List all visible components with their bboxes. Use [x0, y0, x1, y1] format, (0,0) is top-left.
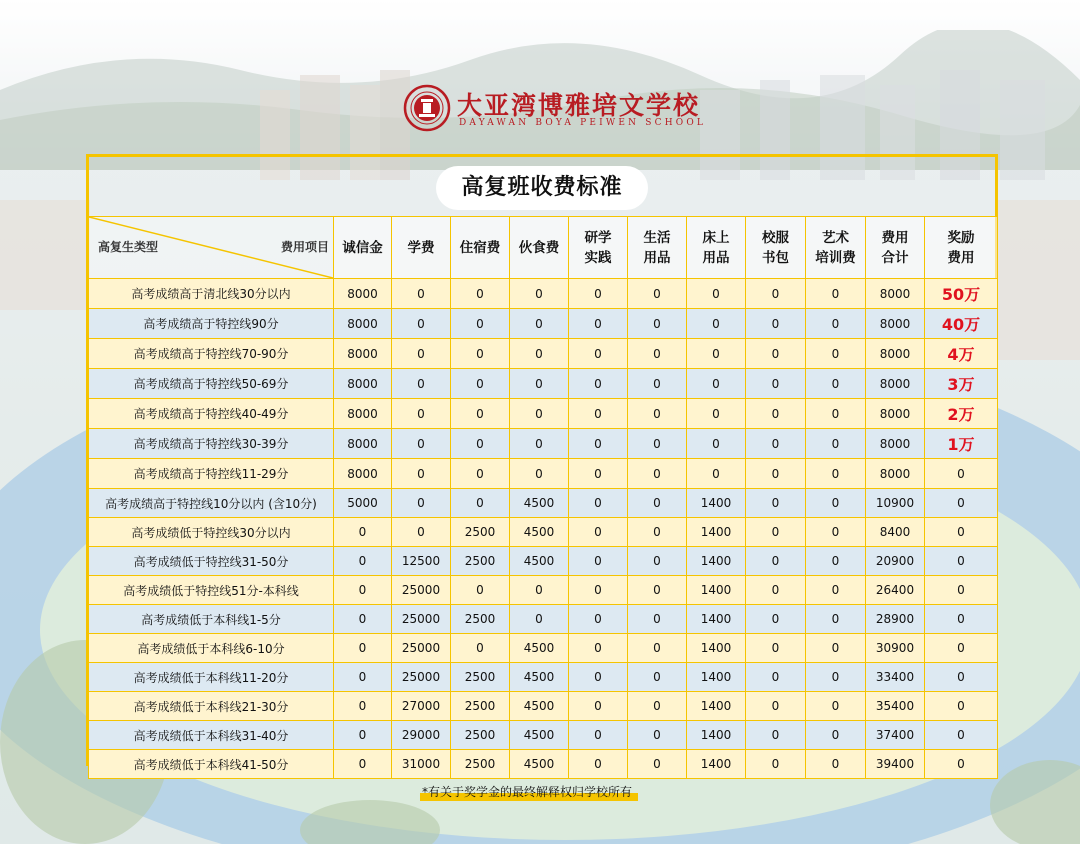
- table-row: [89, 750, 998, 779]
- fee-cell: 8000: [866, 309, 925, 339]
- column-header-label: 费用项目: [280, 240, 329, 254]
- fee-cell: 0: [746, 369, 806, 399]
- fee-cell: 0: [451, 369, 510, 399]
- fee-cell: 0: [746, 547, 806, 576]
- fee-cell: 8000: [866, 279, 925, 309]
- fee-cell: 8000: [866, 339, 925, 369]
- fee-cell: 0: [806, 634, 866, 663]
- fee-cell: 0: [687, 309, 746, 339]
- fee-cell: 0: [806, 605, 866, 634]
- fee-cell: 2500: [451, 721, 510, 750]
- fee-cell: 8000: [334, 339, 392, 369]
- fee-cell: 0: [746, 721, 806, 750]
- fee-cell: 0: [392, 339, 451, 369]
- column-header: 费用 合计: [866, 217, 925, 279]
- fee-cell: 2500: [451, 692, 510, 721]
- fee-cell: 1400: [687, 547, 746, 576]
- fee-cell: 1400: [687, 576, 746, 605]
- student-type-cell: 高考成绩低于本科线31-40分: [89, 721, 334, 750]
- fee-cell: 37400: [866, 721, 925, 750]
- fee-cell: 0: [746, 309, 806, 339]
- fee-cell: 31000: [392, 750, 451, 779]
- fee-cell: 8000: [334, 399, 392, 429]
- page-title: 高复班收费标准: [436, 166, 648, 210]
- table-row: [89, 721, 998, 750]
- fee-cell: 0: [392, 429, 451, 459]
- fee-cell: 1400: [687, 605, 746, 634]
- fee-cell: 0: [510, 279, 569, 309]
- fee-cell: 0: [334, 721, 392, 750]
- school-logo: [403, 82, 707, 136]
- fee-cell: 0: [746, 663, 806, 692]
- reward-cell: 0: [925, 634, 998, 663]
- fee-cell: 0: [806, 369, 866, 399]
- table-row: [89, 279, 998, 309]
- fee-cell: 0: [628, 518, 687, 547]
- column-header: 研学 实践: [569, 217, 628, 279]
- fee-cell: 0: [628, 576, 687, 605]
- reward-cell: 0: [925, 459, 998, 489]
- fee-cell: 0: [806, 750, 866, 779]
- student-type-cell: 高考成绩高于特控线90分: [89, 309, 334, 339]
- school-name-cn: 大亚湾博雅培文学校: [457, 91, 701, 120]
- fee-cell: 0: [746, 339, 806, 369]
- fee-cell: 0: [806, 399, 866, 429]
- fee-cell: 0: [569, 750, 628, 779]
- fee-cell: 0: [746, 489, 806, 518]
- fee-cell: 0: [569, 576, 628, 605]
- fee-cell: 0: [510, 459, 569, 489]
- fee-cell: 0: [746, 605, 806, 634]
- table-row: [89, 605, 998, 634]
- fee-cell: 12500: [392, 547, 451, 576]
- fee-cell: 1400: [687, 489, 746, 518]
- fee-cell: 0: [687, 339, 746, 369]
- fee-cell: 0: [334, 692, 392, 721]
- fee-cell: 27000: [392, 692, 451, 721]
- fee-cell: 0: [334, 663, 392, 692]
- fee-cell: 4500: [510, 721, 569, 750]
- fee-cell: 0: [510, 576, 569, 605]
- student-type-cell: 高考成绩高于特控线40-49分: [89, 399, 334, 429]
- table-row: [89, 634, 998, 663]
- fee-cell: 0: [392, 489, 451, 518]
- fee-cell: 0: [806, 663, 866, 692]
- column-header: 学费: [392, 217, 451, 279]
- fee-cell: 0: [628, 279, 687, 309]
- fee-cell: 8000: [334, 369, 392, 399]
- fee-cell: 0: [746, 692, 806, 721]
- fee-cell: 25000: [392, 605, 451, 634]
- fee-cell: 39400: [866, 750, 925, 779]
- fee-cell: 0: [510, 309, 569, 339]
- fee-cell: 1400: [687, 634, 746, 663]
- table-row: [89, 399, 998, 429]
- row-header-label: 高复生类型: [98, 240, 159, 254]
- fee-cell: 0: [746, 279, 806, 309]
- table-row: [89, 369, 998, 399]
- fee-cell: 29000: [392, 721, 451, 750]
- reward-cell: 0: [925, 750, 998, 779]
- fee-cell: 0: [392, 399, 451, 429]
- student-type-cell: 高考成绩高于特控线11-29分: [89, 459, 334, 489]
- fee-cell: 0: [628, 634, 687, 663]
- fee-cell: 0: [628, 459, 687, 489]
- student-type-cell: 高考成绩低于本科线41-50分: [89, 750, 334, 779]
- fee-cell: 0: [746, 518, 806, 547]
- fee-cell: 0: [451, 399, 510, 429]
- reward-cell: 1万: [925, 429, 998, 459]
- fee-cell: 0: [569, 369, 628, 399]
- fee-cell: 0: [628, 721, 687, 750]
- student-type-cell: 高考成绩低于特控线51分-本科线: [89, 576, 334, 605]
- fee-cell: 0: [746, 399, 806, 429]
- fee-cell: 8000: [866, 369, 925, 399]
- fee-cell: 4500: [510, 547, 569, 576]
- fee-cell: 0: [569, 279, 628, 309]
- fee-cell: 4500: [510, 663, 569, 692]
- fee-cell: 0: [806, 459, 866, 489]
- fee-cell: 0: [687, 429, 746, 459]
- reward-cell: 0: [925, 576, 998, 605]
- fee-cell: 4500: [510, 634, 569, 663]
- student-type-cell: 高考成绩高于特控线30-39分: [89, 429, 334, 459]
- fee-cell: 0: [392, 518, 451, 547]
- reward-cell: 0: [925, 692, 998, 721]
- fee-cell: 0: [510, 369, 569, 399]
- fee-cell: 25000: [392, 634, 451, 663]
- fee-cell: 0: [628, 663, 687, 692]
- fee-cell: 0: [451, 429, 510, 459]
- fee-cell: 0: [806, 279, 866, 309]
- reward-cell: 0: [925, 518, 998, 547]
- fee-cell: 8000: [334, 429, 392, 459]
- table-row: [89, 692, 998, 721]
- school-name-en: DAYAWAN BOYA PEIWEN SCHOOL: [459, 118, 707, 128]
- student-type-cell: 高考成绩高于特控线10分以内 (含10分): [89, 489, 334, 518]
- column-header: 生活 用品: [628, 217, 687, 279]
- fee-cell: 0: [334, 518, 392, 547]
- fee-cell: 25000: [392, 576, 451, 605]
- fee-cell: 0: [392, 369, 451, 399]
- fee-cell: 0: [510, 429, 569, 459]
- fee-cell: 0: [687, 459, 746, 489]
- column-header: 住宿费: [451, 217, 510, 279]
- column-header: 奖励 费用: [925, 217, 998, 279]
- fee-cell: 0: [451, 489, 510, 518]
- fee-cell: 1400: [687, 518, 746, 547]
- fee-cell: 0: [628, 750, 687, 779]
- student-type-cell: 高考成绩低于特控线30分以内: [89, 518, 334, 547]
- fee-cell: 0: [806, 692, 866, 721]
- fee-cell: 0: [451, 634, 510, 663]
- fee-cell: 0: [569, 634, 628, 663]
- fee-cell: 0: [569, 459, 628, 489]
- fee-cell: 0: [806, 518, 866, 547]
- footnote: *有关于奖学金的最终解释权归学校所有: [420, 783, 638, 801]
- fee-cell: 8000: [866, 399, 925, 429]
- fee-cell: 8000: [334, 279, 392, 309]
- fee-cell: 0: [569, 339, 628, 369]
- table-row: [89, 339, 998, 369]
- fee-cell: 0: [687, 399, 746, 429]
- fee-cell: 2500: [451, 663, 510, 692]
- fee-cell: 4500: [510, 518, 569, 547]
- fee-cell: 8000: [334, 459, 392, 489]
- column-header: 伙食费: [510, 217, 569, 279]
- fee-cell: 2500: [451, 750, 510, 779]
- fee-cell: 0: [569, 721, 628, 750]
- fee-cell: 0: [687, 369, 746, 399]
- student-type-cell: 高考成绩高于特控线70-90分: [89, 339, 334, 369]
- fee-cell: 0: [746, 429, 806, 459]
- fee-cell: 0: [806, 429, 866, 459]
- table-row: [89, 547, 998, 576]
- fee-cell: 0: [392, 309, 451, 339]
- fee-cell: 0: [628, 605, 687, 634]
- fee-cell: 0: [628, 339, 687, 369]
- table-row: [89, 429, 998, 459]
- fee-cell: 0: [628, 399, 687, 429]
- table-row: [89, 309, 998, 339]
- reward-cell: 40万: [925, 309, 998, 339]
- fee-cell: 0: [510, 605, 569, 634]
- fee-cell: 0: [451, 576, 510, 605]
- fee-cell: 0: [569, 518, 628, 547]
- fee-cell: 0: [569, 429, 628, 459]
- reward-cell: 0: [925, 489, 998, 518]
- fee-cell: 0: [451, 339, 510, 369]
- fee-cell: 8000: [866, 429, 925, 459]
- fee-cell: 0: [569, 692, 628, 721]
- reward-cell: 3万: [925, 369, 998, 399]
- fee-cell: 0: [569, 399, 628, 429]
- fee-cell: 1400: [687, 750, 746, 779]
- fee-cell: 0: [806, 489, 866, 518]
- fee-cell: 0: [746, 634, 806, 663]
- fee-cell: 0: [569, 663, 628, 692]
- fee-cell: 0: [334, 605, 392, 634]
- reward-cell: 2万: [925, 399, 998, 429]
- fee-cell: 0: [746, 750, 806, 779]
- fee-cell: 33400: [866, 663, 925, 692]
- fee-cell: 2500: [451, 547, 510, 576]
- fee-cell: 1400: [687, 721, 746, 750]
- fee-cell: 0: [628, 692, 687, 721]
- fee-cell: 0: [628, 429, 687, 459]
- fee-cell: 0: [334, 634, 392, 663]
- table-header-row: [89, 217, 998, 279]
- fee-cell: 8400: [866, 518, 925, 547]
- column-header: 诚信金: [334, 217, 392, 279]
- fee-cell: 0: [334, 576, 392, 605]
- fee-cell: 0: [806, 721, 866, 750]
- table-row: [89, 663, 998, 692]
- student-type-cell: 高考成绩高于特控线50-69分: [89, 369, 334, 399]
- fee-cell: 0: [628, 369, 687, 399]
- fee-cell: 0: [510, 339, 569, 369]
- fee-cell: 0: [451, 279, 510, 309]
- table-row: [89, 576, 998, 605]
- fee-cell: 1400: [687, 692, 746, 721]
- student-type-cell: 高考成绩低于特控线31-50分: [89, 547, 334, 576]
- fee-cell: 0: [334, 750, 392, 779]
- fee-cell: 0: [628, 489, 687, 518]
- fee-cell: 2500: [451, 605, 510, 634]
- student-type-cell: 高考成绩低于本科线1-5分: [89, 605, 334, 634]
- fee-cell: 28900: [866, 605, 925, 634]
- fee-cell: 0: [687, 279, 746, 309]
- column-header: 校服 书包: [746, 217, 806, 279]
- reward-cell: 0: [925, 547, 998, 576]
- table-corner-header: [89, 217, 334, 279]
- fee-cell: 10900: [866, 489, 925, 518]
- fee-cell: 0: [569, 489, 628, 518]
- fee-table: [88, 216, 998, 779]
- student-type-cell: 高考成绩低于本科线21-30分: [89, 692, 334, 721]
- column-header: 床上 用品: [687, 217, 746, 279]
- reward-cell: 0: [925, 721, 998, 750]
- fee-cell: 2500: [451, 518, 510, 547]
- table-row: [89, 518, 998, 547]
- fee-cell: 0: [569, 547, 628, 576]
- fee-cell: 0: [451, 459, 510, 489]
- fee-cell: 0: [569, 605, 628, 634]
- fee-cell: 1400: [687, 663, 746, 692]
- fee-cell: 20900: [866, 547, 925, 576]
- fee-cell: 0: [806, 339, 866, 369]
- fee-cell: 0: [806, 309, 866, 339]
- fee-cell: 0: [392, 459, 451, 489]
- fee-cell: 0: [392, 279, 451, 309]
- student-type-cell: 高考成绩低于本科线11-20分: [89, 663, 334, 692]
- reward-cell: 50万: [925, 279, 998, 309]
- fee-cell: 0: [334, 547, 392, 576]
- fee-cell: 0: [806, 576, 866, 605]
- fee-cell: 0: [746, 576, 806, 605]
- reward-cell: 4万: [925, 339, 998, 369]
- reward-cell: 0: [925, 605, 998, 634]
- student-type-cell: 高考成绩低于本科线6-10分: [89, 634, 334, 663]
- fee-cell: 30900: [866, 634, 925, 663]
- school-seal-icon: [403, 84, 451, 132]
- fee-cell: 0: [628, 309, 687, 339]
- fee-cell: 0: [510, 399, 569, 429]
- fee-cell: 25000: [392, 663, 451, 692]
- fee-cell: 4500: [510, 692, 569, 721]
- fee-cell: 0: [569, 309, 628, 339]
- fee-cell: 0: [451, 309, 510, 339]
- table-row: [89, 459, 998, 489]
- fee-cell: 35400: [866, 692, 925, 721]
- fee-cell: 8000: [866, 459, 925, 489]
- student-type-cell: 高考成绩高于清北线30分以内: [89, 279, 334, 309]
- fee-cell: 4500: [510, 750, 569, 779]
- fee-cell: 0: [746, 459, 806, 489]
- fee-cell: 0: [806, 547, 866, 576]
- fee-cell: 4500: [510, 489, 569, 518]
- fee-cell: 0: [628, 547, 687, 576]
- fee-cell: 26400: [866, 576, 925, 605]
- table-row: [89, 489, 998, 518]
- reward-cell: 0: [925, 663, 998, 692]
- fee-cell: 8000: [334, 309, 392, 339]
- fee-cell: 5000: [334, 489, 392, 518]
- column-header: 艺术 培训费: [806, 217, 866, 279]
